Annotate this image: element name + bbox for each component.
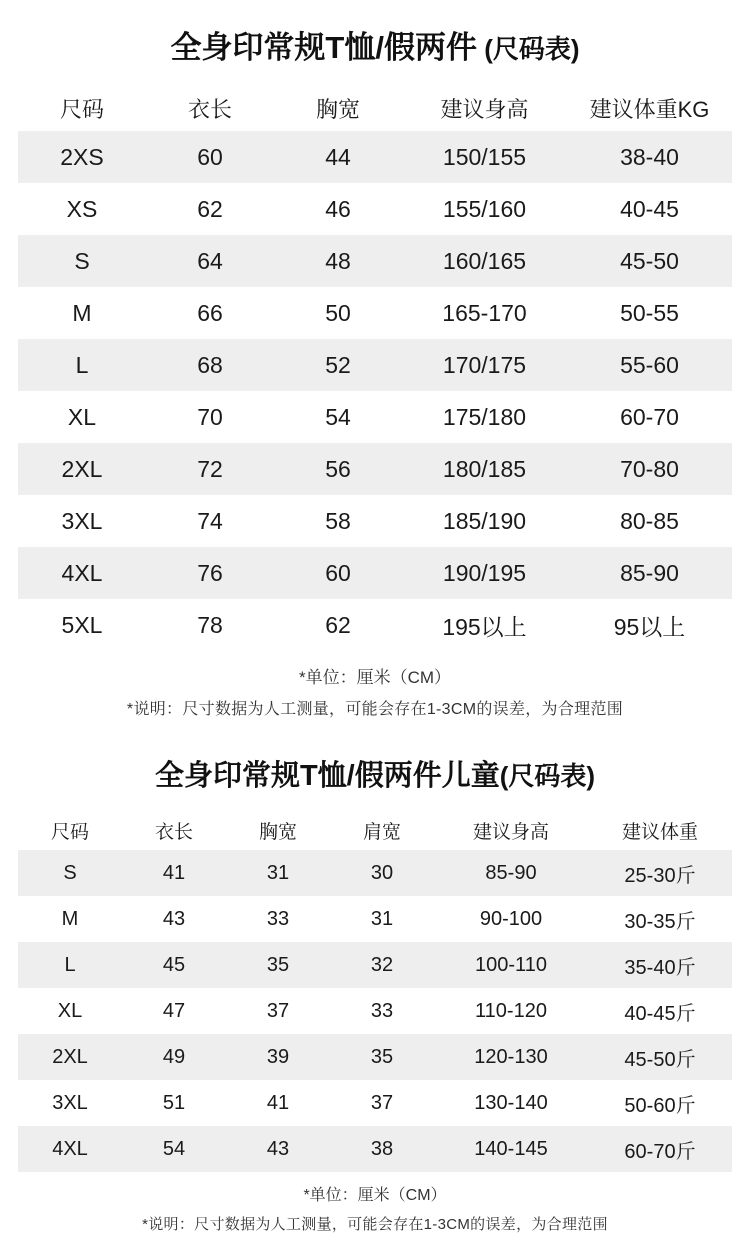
cell-height: 100-110 [475, 953, 547, 976]
cell-chest: 44 [325, 143, 351, 170]
cell-chest: 48 [325, 247, 351, 274]
kids-table-header [18, 810, 732, 850]
cell-size: M [61, 907, 79, 930]
cell-chest: 58 [325, 507, 351, 534]
cell-chest: 39 [266, 1045, 290, 1068]
adult-size-table [18, 85, 732, 651]
cell-shoulder: 33 [370, 999, 394, 1022]
table-row [18, 287, 732, 339]
cell-size: XS [66, 195, 98, 222]
cell-length: 51 [162, 1091, 186, 1114]
cell-length: 72 [197, 455, 223, 482]
cell-size: S [74, 247, 90, 274]
adult-size-title-main: 全身印常规T恤/假两件 [170, 30, 477, 65]
cell-weight: 40-45斤 [624, 1002, 696, 1025]
cell-chest: 33 [266, 907, 290, 930]
cell-length: 54 [162, 1137, 186, 1160]
table-row [18, 988, 732, 1034]
cell-length: 47 [162, 999, 186, 1022]
cell-chest: 35 [266, 953, 290, 976]
cell-size: S [63, 861, 77, 884]
kids-size-title-paren: (尺码表) [499, 761, 596, 791]
table-row [18, 235, 732, 287]
column-header-length: 衣长 [187, 96, 232, 122]
table-row [18, 1034, 732, 1080]
cell-chest: 54 [325, 403, 351, 430]
cell-height: 165-170 [442, 299, 527, 326]
cell-weight: 70-80 [620, 455, 679, 482]
column-header-weight: 建议体重 [621, 821, 698, 843]
table-row [18, 547, 732, 599]
column-header-chest: 胸宽 [315, 96, 360, 122]
cell-weight: 50-60斤 [624, 1094, 696, 1117]
cell-shoulder: 31 [370, 907, 394, 930]
cell-chest: 43 [266, 1137, 290, 1160]
column-header-length: 衣长 [154, 821, 193, 843]
cell-weight: 95以上 [613, 613, 686, 640]
cell-weight: 35-40斤 [624, 956, 696, 979]
cell-height: 170/175 [442, 351, 527, 378]
table-header-row [18, 810, 732, 850]
adult-measure-note: *说明：尺寸数据为人工测量，可能会存在1-3CM的误差，为合理范围 [126, 701, 624, 718]
adult-size-title-paren: (尺码表) [477, 34, 580, 64]
cell-height: 160/165 [442, 247, 527, 274]
cell-size: 3XL [61, 507, 103, 534]
cell-weight: 25-30斤 [624, 864, 696, 887]
cell-height: 175/180 [442, 403, 527, 430]
column-header-weight: 建议体重KG [589, 96, 710, 122]
cell-size: 2XS [60, 143, 104, 170]
cell-length: 64 [197, 247, 223, 274]
cell-height: 195以上 [442, 613, 527, 640]
kids-measure-note: *说明：尺寸数据为人工测量，可能会存在1-3CM的误差，为合理范围 [142, 1216, 608, 1233]
cell-chest: 62 [325, 611, 351, 638]
table-row [18, 443, 732, 495]
cell-height: 85-90 [485, 861, 537, 884]
cell-chest: 56 [325, 455, 351, 482]
cell-length: 76 [197, 559, 223, 586]
cell-size: L [75, 351, 89, 378]
cell-shoulder: 30 [370, 861, 394, 884]
cell-length: 49 [162, 1045, 186, 1068]
column-header-height: 建议身高 [440, 96, 529, 122]
adult-table-body [18, 131, 732, 651]
cell-shoulder: 32 [370, 953, 394, 976]
kids-size-title-main: 全身印常规T恤/假两件儿童 [154, 760, 500, 792]
table-row [18, 1126, 732, 1172]
adult-size-title [0, 0, 750, 85]
table-row [18, 391, 732, 443]
cell-shoulder: 35 [370, 1045, 394, 1068]
column-header-size: 尺码 [50, 821, 89, 843]
table-row [18, 495, 732, 547]
cell-weight: 50-55 [620, 299, 679, 326]
cell-height: 130-140 [474, 1091, 548, 1114]
cell-height: 140-145 [474, 1137, 548, 1160]
column-header-chest: 胸宽 [258, 821, 297, 843]
kids-table-body [18, 850, 732, 1172]
cell-length: 62 [197, 195, 223, 222]
cell-weight: 85-90 [620, 559, 679, 586]
kids-unit-note: *单位：厘米（CM） [303, 1187, 447, 1204]
cell-height: 155/160 [442, 195, 527, 222]
cell-length: 60 [197, 143, 223, 170]
cell-length: 45 [162, 953, 186, 976]
cell-weight: 60-70 [620, 403, 679, 430]
cell-chest: 52 [325, 351, 351, 378]
kids-size-section [0, 729, 750, 1238]
cell-height: 120-130 [474, 1045, 548, 1068]
cell-size: 3XL [52, 1091, 88, 1114]
adult-table-header [18, 85, 732, 131]
cell-weight: 45-50 [620, 247, 679, 274]
adult-unit-note: *单位：厘米（CM） [298, 668, 452, 687]
table-row [18, 339, 732, 391]
cell-weight: 55-60 [620, 351, 679, 378]
cell-height: 110-120 [475, 999, 547, 1022]
column-header-size: 尺码 [59, 96, 104, 122]
cell-weight: 60-70斤 [624, 1140, 696, 1163]
kids-size-title [0, 729, 750, 810]
cell-size: 4XL [52, 1137, 88, 1160]
cell-shoulder: 38 [370, 1137, 394, 1160]
cell-size: 2XL [52, 1045, 88, 1068]
cell-height: 185/190 [442, 507, 527, 534]
cell-size: 2XL [61, 455, 103, 482]
table-row [18, 942, 732, 988]
column-header-shoulder: 肩宽 [362, 821, 401, 843]
cell-size: XL [67, 403, 97, 430]
table-row [18, 131, 732, 183]
cell-chest: 41 [266, 1091, 290, 1114]
cell-chest: 50 [325, 299, 351, 326]
table-row [18, 850, 732, 896]
cell-length: 70 [197, 403, 223, 430]
cell-height: 180/185 [442, 455, 527, 482]
cell-length: 68 [197, 351, 223, 378]
cell-chest: 60 [325, 559, 351, 586]
table-row [18, 896, 732, 942]
cell-size: 5XL [61, 611, 103, 638]
cell-length: 78 [197, 611, 223, 638]
cell-chest: 31 [266, 861, 290, 884]
cell-weight: 30-35斤 [624, 910, 696, 933]
cell-height: 190/195 [442, 559, 527, 586]
cell-size: XL [57, 999, 83, 1022]
cell-weight: 38-40 [620, 143, 679, 170]
cell-length: 43 [162, 907, 186, 930]
cell-weight: 45-50斤 [624, 1048, 696, 1071]
cell-chest: 37 [266, 999, 290, 1022]
column-header-height: 建议身高 [472, 821, 549, 843]
cell-length: 74 [197, 507, 223, 534]
cell-size: L [64, 953, 76, 976]
kids-size-table [18, 810, 732, 1172]
cell-size: 4XL [61, 559, 103, 586]
cell-height: 90-100 [479, 907, 543, 930]
cell-length: 41 [162, 861, 186, 884]
cell-length: 66 [197, 299, 223, 326]
table-row [18, 183, 732, 235]
cell-weight: 40-45 [620, 195, 679, 222]
cell-size: M [72, 299, 92, 326]
cell-height: 150/155 [442, 143, 527, 170]
table-row [18, 599, 732, 651]
table-row [18, 1080, 732, 1126]
cell-shoulder: 37 [370, 1091, 394, 1114]
cell-chest: 46 [325, 195, 351, 222]
table-header-row [18, 85, 732, 131]
cell-weight: 80-85 [620, 507, 679, 534]
